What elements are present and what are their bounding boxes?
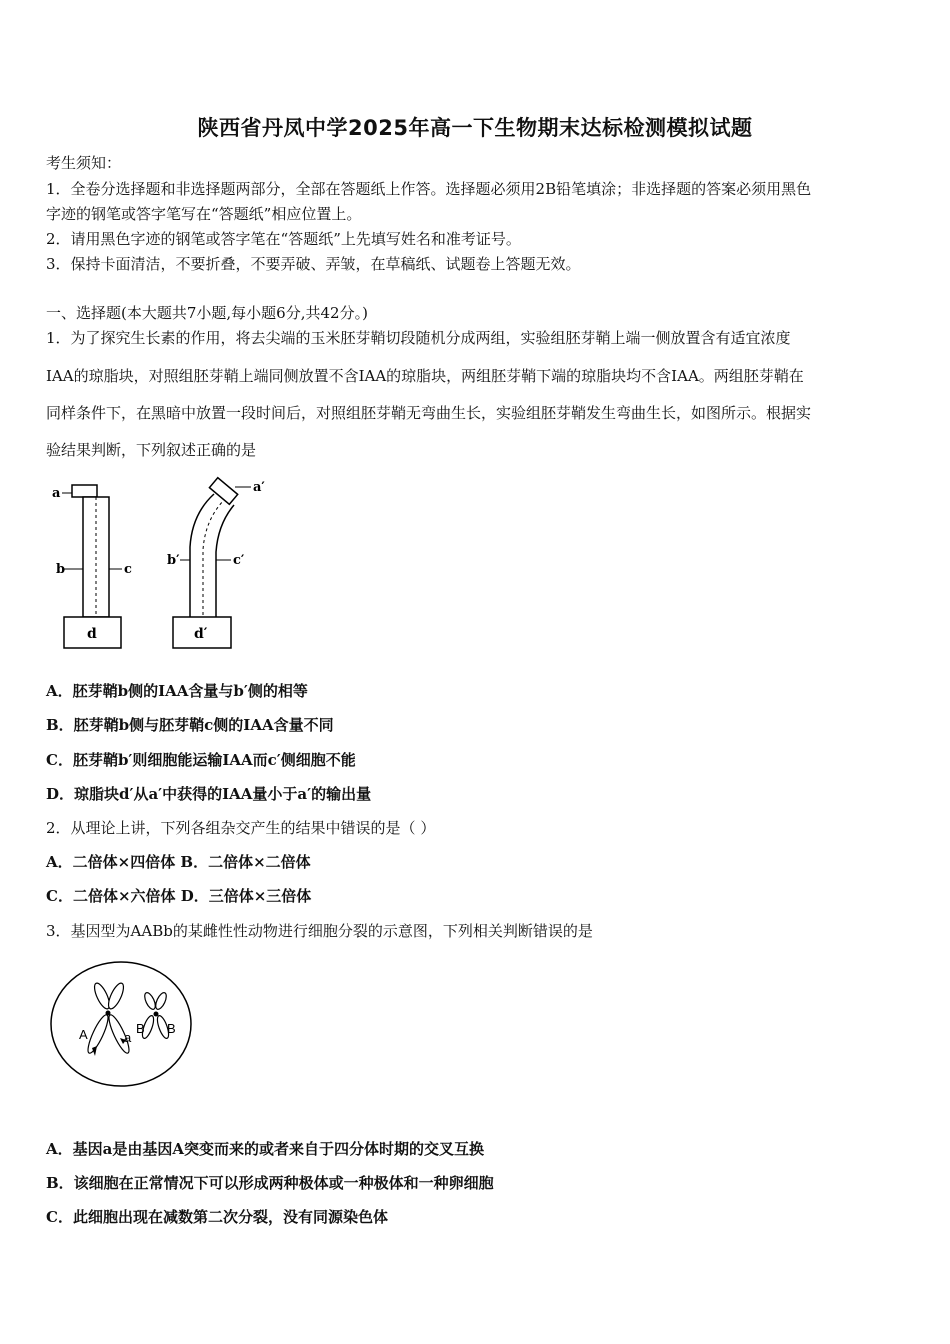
cell-division-figure: [46, 956, 196, 1096]
q2-stem: 2．从理论上讲，下列各组杂交产生的结果中错误的是（ ）: [46, 819, 436, 837]
page-title: 陕西省丹凤中学2025年高一下生物期末达标检测模拟试题: [197, 116, 753, 140]
label-b-prime: b′: [167, 553, 180, 568]
agar-block-a: [72, 485, 97, 497]
section-heading: 一、选择题(本大题共7小题,每小题6分,共42分。): [46, 304, 368, 322]
q3-option-a[interactable]: A．基因a是由基因A突变而来的或者来自于四分体时期的交叉互换: [46, 1140, 484, 1158]
q1-stem-line: 验结果判断，下列叙述正确的是: [46, 441, 257, 459]
label-c-prime: c′: [233, 553, 245, 568]
notice-item: 1．全卷分选择题和非选择题两部分，全部在答题纸上作答。选择题必须用2B铅笔填涂；非选择题的答案必须用黑色: [46, 180, 812, 198]
q1-option-b[interactable]: B．胚芽鞘b侧与胚芽鞘c侧的IAA含量不同: [46, 716, 334, 734]
gene-label-A: A: [79, 1027, 88, 1042]
label-d: d: [87, 626, 97, 642]
q3-stem: 3．基因型为AABb的某雌性性动物进行细胞分裂的示意图，下列相关判断错误的是: [46, 922, 593, 940]
notice-heading: 考生须知：: [46, 154, 122, 172]
gene-label-a: a: [124, 1030, 132, 1045]
notice-item: 3．保持卡面清洁，不要折叠，不要弄破、弄皱，在草稿纸、试题卷上答题无效。: [46, 255, 581, 273]
label-a: a: [52, 486, 61, 501]
coleoptile-figure: [46, 472, 286, 654]
label-c: c: [124, 562, 132, 577]
notice-item: 2．请用黑色字迹的钢笔或答字笔在“答题纸”上先填写姓名和准考证号。: [46, 230, 521, 248]
q2-options-row[interactable]: A．二倍体×四倍体 B．二倍体×二倍体: [46, 853, 311, 871]
q1-option-c[interactable]: C．胚芽鞘b′则细胞能运输IAA而c′侧细胞不能: [46, 751, 356, 769]
q3-option-c[interactable]: C．此细胞出现在减数第二次分裂，没有同源染色体: [46, 1208, 388, 1226]
q1-option-d[interactable]: D．琼脂块d′从a′中获得的IAA量小于a′的输出量: [46, 785, 372, 803]
q3-option-b[interactable]: B．该细胞在正常情况下可以形成两种极体或一种极体和一种卵细胞: [46, 1174, 494, 1192]
q1-stem-line: 1．为了探究生长素的作用，将去尖端的玉米胚芽鞘切段随机分成两组，实验组胚芽鞘上端一侧放置含有适宜浓度: [46, 329, 791, 347]
q1-option-a[interactable]: A．胚芽鞘b侧的IAA含量与b′侧的相等: [46, 682, 308, 700]
notice-item: 字迹的钢笔或答字笔写在“答题纸”相应位置上。: [46, 205, 362, 223]
label-d-prime: d′: [194, 626, 208, 642]
gene-label-B: B: [167, 1021, 176, 1036]
label-b: b: [56, 562, 66, 577]
label-a-prime: a′: [253, 480, 265, 495]
q1-stem-line: 同样条件下，在黑暗中放置一段时间后，对照组胚芽鞘无弯曲生长，实验组胚芽鞘发生弯曲生长，如图所示。根据实: [46, 404, 812, 422]
agar-block-a-prime: [209, 478, 237, 505]
gene-label-B: B: [136, 1021, 145, 1036]
q2-options-row[interactable]: C．二倍体×六倍体 D．三倍体×三倍体: [46, 887, 312, 905]
q1-stem-line: IAA的琼脂块，对照组胚芽鞘上端同侧放置不含IAA的琼脂块，两组胚芽鞘下端的琼脂块均不含IAA。两组胚芽鞘在: [46, 367, 804, 385]
